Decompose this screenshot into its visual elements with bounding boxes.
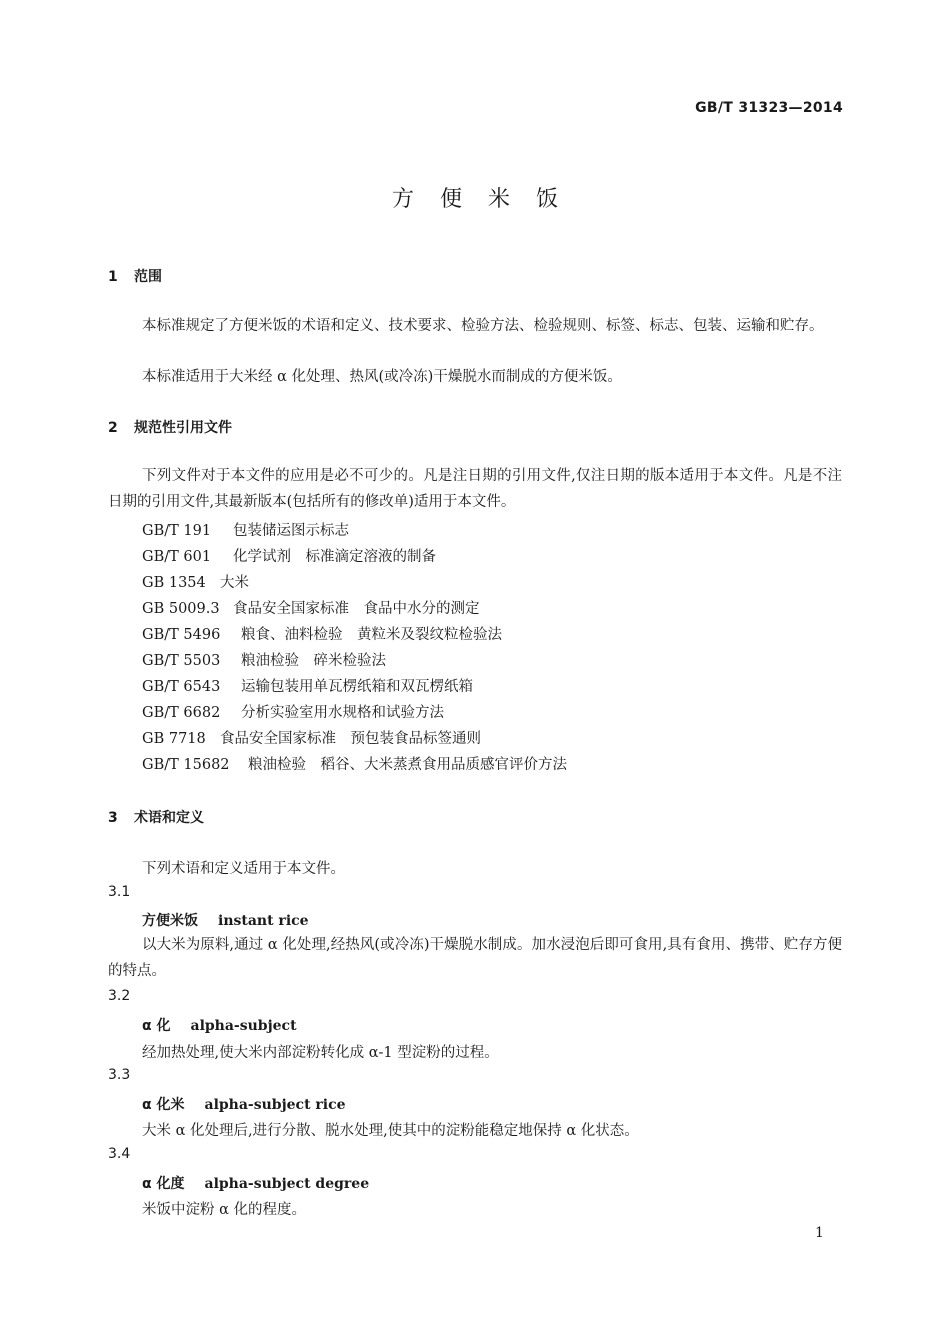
term-definition: 经加热处理,使大米内部淀粉转化成 α-1 型淀粉的过程。 (142, 1045, 499, 1061)
section-number: 1 (108, 269, 118, 285)
reference-title: 化学试剂 标准滴定溶液的制备 (233, 549, 436, 565)
section-title: 规范性引用文件 (134, 420, 232, 436)
reference-title: 粮油检验 碎米检验法 (241, 653, 386, 669)
reference-code: GB 1354 (142, 575, 206, 591)
term-en: alpha-subject (190, 1018, 297, 1034)
reference-code: GB/T 15682 (142, 757, 230, 773)
term-en: instant rice (218, 913, 309, 929)
document-title: 方便米饭 (391, 187, 584, 212)
reference-item (142, 675, 473, 696)
reference-code: GB/T 6543 (142, 679, 221, 695)
reference-item (142, 623, 502, 644)
standard-number: GB/T 31323—2014 (695, 100, 843, 116)
scope-applicability: 本标准适用于大米经 α 化处理、热风(或冷冻)干燥脱水而制成的方便米饭。 (142, 369, 622, 385)
term-zh: α 化米 (142, 1097, 185, 1113)
reference-title: 大米 (220, 575, 249, 591)
term-en: alpha-subject rice (204, 1097, 346, 1113)
reference-item (142, 753, 567, 774)
reference-item (142, 545, 436, 566)
section-number: 2 (108, 420, 118, 436)
reference-code: GB/T 6682 (142, 705, 221, 721)
reference-item (142, 571, 249, 592)
reference-title: 食品安全国家标准 食品中水分的测定 (233, 601, 480, 617)
term-heading (142, 1094, 346, 1114)
term-en: alpha-subject degree (204, 1176, 370, 1192)
term-definition: 大米 α 化处理后,进行分散、脱水处理,使其中的淀粉能稳定地保持 α 化状态。 (142, 1123, 639, 1139)
term-number: 3.4 (108, 1146, 131, 1162)
reference-title: 粮油检验 稻谷、大米蒸煮食用品质感官评价方法 (248, 757, 567, 773)
term-definition: 米饭中淀粉 α 化的程度。 (142, 1202, 307, 1218)
reference-code: GB 7718 (142, 731, 206, 747)
term-zh: 方便米饭 (142, 913, 198, 929)
reference-item (142, 649, 386, 670)
reference-title: 包装储运图示标志 (233, 523, 349, 539)
section-title: 范围 (134, 269, 162, 285)
reference-code: GB/T 5496 (142, 627, 221, 643)
term-definition: 以大米为原料,通过 α 化处理,经热风(或冷冻)干燥脱水制成。加水浸泡后即可食用,具有食用、携带、贮存方便的特点。 (108, 937, 842, 979)
terms-intro: 下列术语和定义适用于本文件。 (142, 861, 345, 877)
reference-item (142, 597, 480, 618)
reference-title: 粮食、油料检验 黄粒米及裂纹粒检验法 (241, 627, 502, 643)
term-number: 3.1 (108, 884, 131, 900)
term-heading (142, 910, 309, 930)
reference-title: 运输包装用单瓦楞纸箱和双瓦楞纸箱 (241, 679, 473, 695)
section-2-heading (108, 417, 232, 437)
section-1-heading (108, 266, 162, 286)
term-heading (142, 1015, 297, 1035)
term-zh: α 化度 (142, 1176, 185, 1192)
reference-code: GB/T 191 (142, 523, 212, 539)
reference-code: GB/T 601 (142, 549, 212, 565)
term-heading (142, 1173, 369, 1193)
term-zh: α 化 (142, 1018, 171, 1034)
reference-item (142, 701, 444, 722)
term-number: 3.3 (108, 1067, 131, 1083)
references-intro: 下列文件对于本文件的应用是必不可少的。凡是注日期的引用文件,仅注日期的版本适用于本文件。凡是不注日期的引用文件,其最新版本(包括所有的修改单)适用于本文件。 (108, 468, 842, 510)
reference-code: GB 5009.3 (142, 601, 220, 617)
reference-item (142, 519, 349, 540)
reference-item (142, 727, 481, 748)
scope-paragraph: 本标准规定了方便米饭的术语和定义、技术要求、检验方法、检验规则、标签、标志、包装、运输和贮存。 (142, 318, 824, 334)
page-number: 1 (815, 1225, 824, 1241)
reference-code: GB/T 5503 (142, 653, 221, 669)
reference-title: 食品安全国家标准 预包装食品标签通则 (220, 731, 481, 747)
section-title: 术语和定义 (134, 810, 204, 826)
section-number: 3 (108, 810, 118, 826)
reference-title: 分析实验室用水规格和试验方法 (241, 705, 444, 721)
section-3-heading (108, 807, 204, 827)
term-number: 3.2 (108, 988, 131, 1004)
